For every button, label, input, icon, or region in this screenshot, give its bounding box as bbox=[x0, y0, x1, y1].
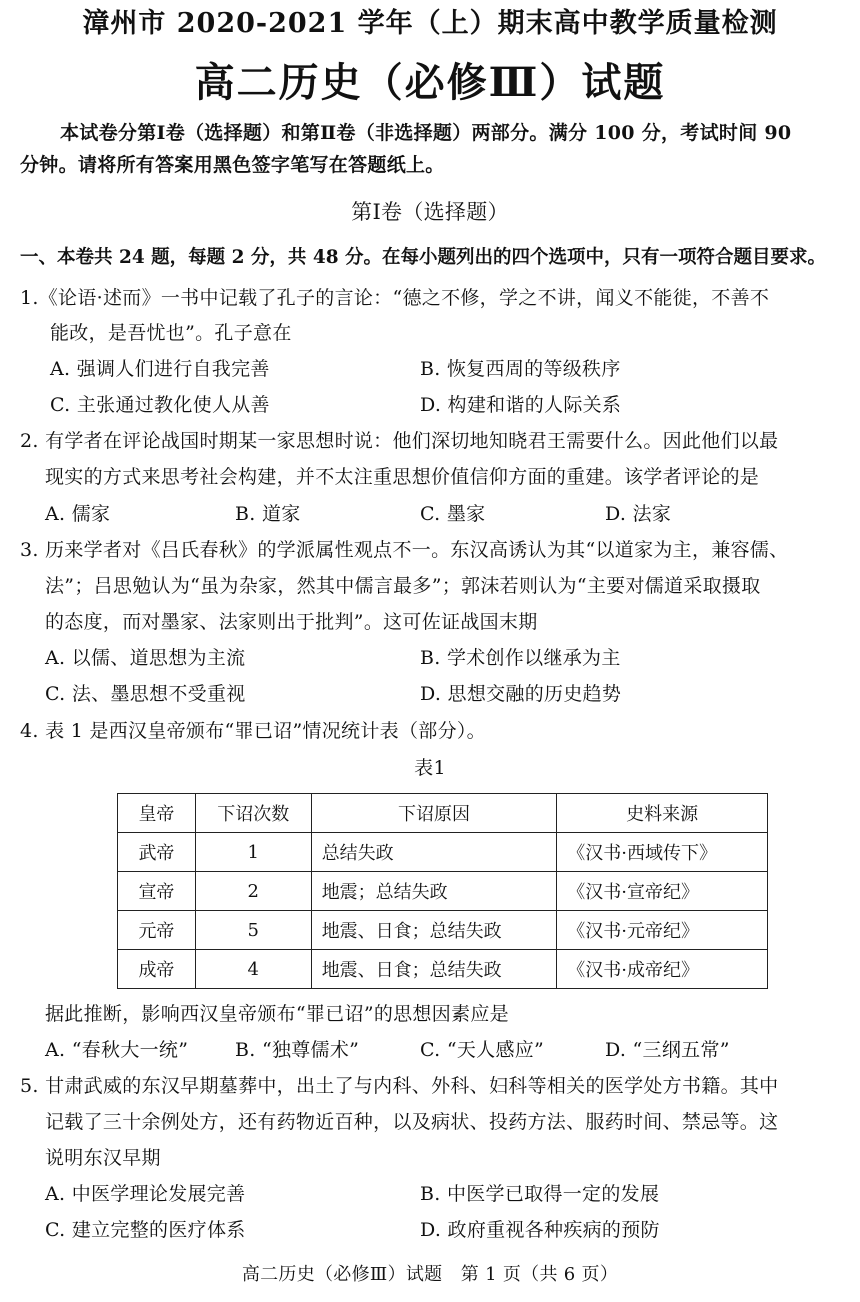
table-cell: 地震、日食；总结失政 bbox=[311, 911, 557, 950]
table-header-row bbox=[118, 794, 768, 833]
q5-option-d: D. 政府重视各种疾病的预防 bbox=[420, 1219, 660, 1241]
q1-option-d: D. 构建和谐的人际关系 bbox=[420, 394, 622, 416]
section-title: 第Ⅰ卷（选择题） bbox=[351, 200, 509, 224]
table-cell: 《汉书·成帝纪》 bbox=[557, 950, 768, 989]
q5-option-b: B. 中医学已取得一定的发展 bbox=[420, 1183, 660, 1205]
table-cell: 《汉书·元帝纪》 bbox=[557, 911, 768, 950]
table-cell: 1 bbox=[195, 833, 311, 872]
q1-option-a: A. 强调人们进行自我完善 bbox=[50, 358, 270, 380]
q3-stem-line-1: 3. 历来学者对《吕氏春秋》的学派属性观点不一。东汉高诱认为其“以道家为主，兼容儒、 bbox=[20, 539, 789, 561]
table-cell: 《汉书·西域传下》 bbox=[557, 833, 768, 872]
page-footer: 高二历史（必修Ⅲ）试题 第 1 页（共 6 页） bbox=[241, 1264, 619, 1285]
q2-stem-line-1: 2. 有学者在评论战国时期某一家思想时说：他们深切地知晓君王需要什么。因此他们以最 bbox=[20, 430, 779, 452]
subject-title: 高二历史（必修Ⅲ）试题 bbox=[194, 59, 666, 106]
table-cell: 总结失政 bbox=[311, 833, 557, 872]
table-cell: 宣帝 bbox=[118, 872, 196, 911]
edict-table bbox=[117, 793, 768, 989]
q4-option-a: A. “春秋大一统” bbox=[45, 1039, 189, 1061]
q4-option-d: D. “三纲五常” bbox=[605, 1039, 730, 1061]
table-cell: 2 bbox=[195, 872, 311, 911]
table-row bbox=[118, 872, 768, 911]
q4-option-c: C. “天人感应” bbox=[420, 1039, 545, 1061]
table-row bbox=[118, 950, 768, 989]
table-row bbox=[118, 911, 768, 950]
q3-option-b: B. 学术创作以继承为主 bbox=[420, 647, 621, 669]
q3-option-d: D. 思想交融的历史趋势 bbox=[420, 683, 622, 705]
section-instructions: 一、本卷共 24 题，每题 2 分，共 48 分。在每小题列出的四个选项中，只有一项符合题目要求。 bbox=[20, 247, 827, 268]
table-header-cell: 史料来源 bbox=[557, 794, 768, 833]
q2-stem-line-2: 现实的方式来思考社会构建，并不太注重思想价值信仰方面的重建。该学者评论的是 bbox=[45, 466, 760, 488]
table-cell: 元帝 bbox=[118, 911, 196, 950]
q5-option-a: A. 中医学理论发展完善 bbox=[45, 1183, 246, 1205]
table-header-cell: 下诏次数 bbox=[195, 794, 311, 833]
q5-stem-line-1: 5. 甘肃武威的东汉早期墓葬中，出土了与内科、外科、妇科等相关的医学处方书籍。其中 bbox=[20, 1075, 779, 1097]
q1-option-c: C. 主张通过教化使人从善 bbox=[50, 394, 270, 416]
table-caption: 表1 bbox=[414, 757, 446, 779]
table-cell: 成帝 bbox=[118, 950, 196, 989]
table-row bbox=[118, 833, 768, 872]
q5-stem-line-2: 记载了三十余例处方，还有药物近百种，以及病状、投药方法、服药时间、禁忌等。这 bbox=[45, 1111, 779, 1133]
q2-option-d: D. 法家 bbox=[605, 503, 672, 525]
q4-stem: 4. 表 1 是西汉皇帝颁布“罪已诏”情况统计表（部分）。 bbox=[20, 720, 486, 742]
q4-option-b: B. “独尊儒术” bbox=[235, 1039, 360, 1061]
q5-option-c: C. 建立完整的医疗体系 bbox=[45, 1219, 246, 1241]
table-cell: 武帝 bbox=[118, 833, 196, 872]
table-cell: 5 bbox=[195, 911, 311, 950]
q5-stem-line-3: 说明东汉早期 bbox=[45, 1147, 161, 1169]
table-cell: 《汉书·宣帝纪》 bbox=[557, 872, 768, 911]
table-cell: 4 bbox=[195, 950, 311, 989]
q3-stem-line-2: 法”；吕思勉认为“虽为杂家，然其中儒言最多”；郭沫若则认为“主要对儒道采取摄取 bbox=[45, 575, 761, 597]
q1-stem-line-1: 1.《论语·述而》一书中记载了孔子的言论：“德之不修，学之不讲，闻义不能徙，不善不 bbox=[20, 287, 770, 309]
exam-title: 漳州市 2020-2021 学年（上）期末高中教学质量检测 bbox=[82, 8, 778, 39]
q2-option-a: A. 儒家 bbox=[45, 503, 111, 525]
q3-stem-line-3: 的态度，而对墨家、法家则出于批判”。这可佐证战国末期 bbox=[45, 611, 538, 633]
table-cell: 地震、日食；总结失政 bbox=[311, 950, 557, 989]
q1-stem-line-2: 能改，是吾忧也”。孔子意在 bbox=[50, 322, 292, 344]
q1-option-b: B. 恢复西周的等级秩序 bbox=[420, 358, 621, 380]
table-header-cell: 皇帝 bbox=[118, 794, 196, 833]
table-header-cell: 下诏原因 bbox=[311, 794, 557, 833]
intro-line-1: 本试卷分第Ⅰ卷（选择题）和第Ⅱ卷（非选择题）两部分。满分 100 分，考试时间 90 bbox=[60, 122, 792, 144]
q2-option-b: B. 道家 bbox=[235, 503, 301, 525]
q3-option-c: C. 法、墨思想不受重视 bbox=[45, 683, 246, 705]
intro-line-2: 分钟。请将所有答案用黑色签字笔写在答题纸上。 bbox=[20, 154, 445, 176]
q3-option-a: A. 以儒、道思想为主流 bbox=[45, 647, 246, 669]
q2-option-c: C. 墨家 bbox=[420, 503, 486, 525]
q4-question: 据此推断，影响西汉皇帝颁布“罪已诏”的思想因素应是 bbox=[45, 1003, 509, 1025]
table-cell: 地震；总结失政 bbox=[311, 872, 557, 911]
